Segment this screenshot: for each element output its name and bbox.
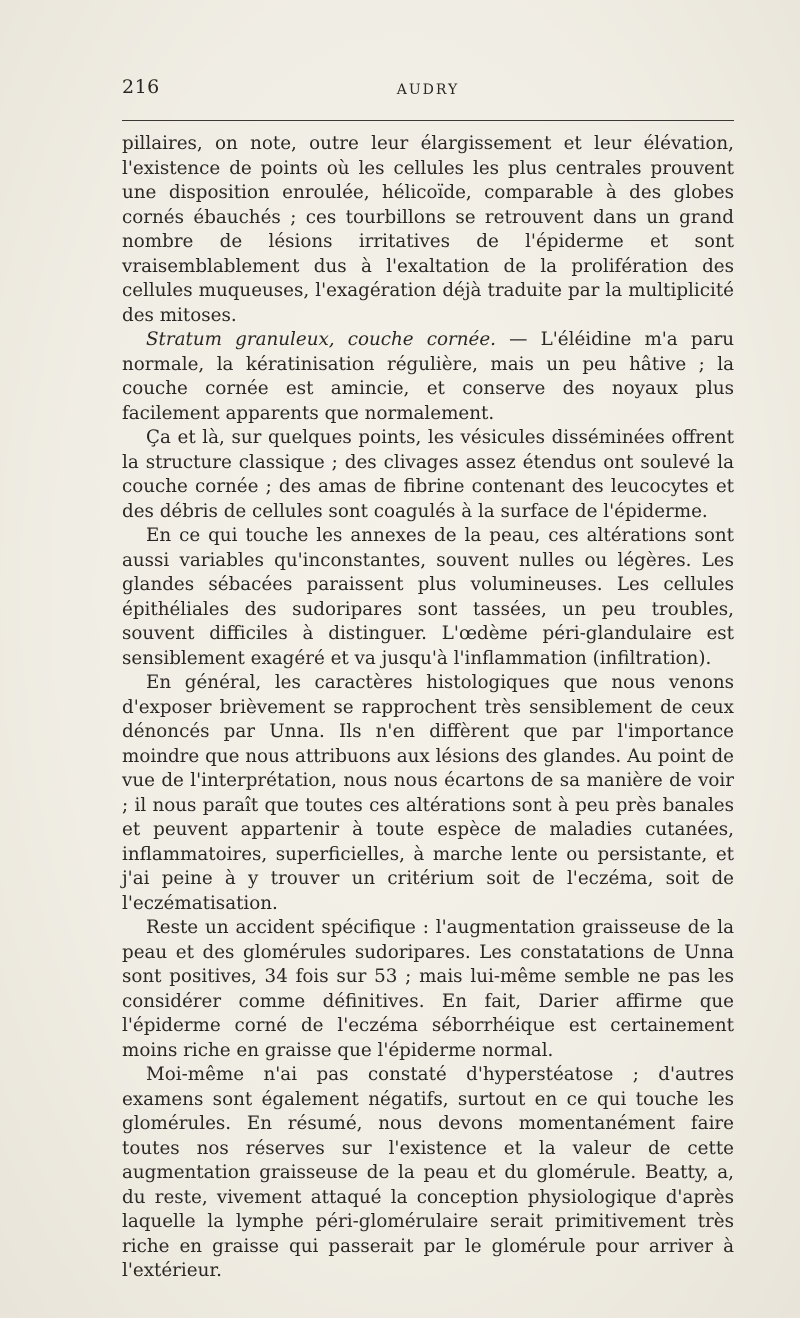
paragraph-5: En général, les caractères histologiques que nous venons d'exposer brièvement se rapprochent très sensiblement de ceux dénoncés par Unna. Ils n'en diffèrent que par l'importance moindre que nous attribuons aux lésions des glandes. Au point de vue de l'interprétation, nous nous écartons de sa manière de voir ; il nous paraît que toutes ces altérations sont à peu près banales et peuvent appartenir à toute espèce de maladies cutanées, inflammatoires, superficielles, à marche lente ou persistante, et j'ai peine à y trouver un critérium soit de l'eczéma, soit de l'eczématisation. [122, 672, 734, 914]
paragraph-7: Moi-même n'ai pas constaté d'hyperstéatose ; d'autres examens sont également négatifs, surtout en ce qui touche les glomérules. En résumé, nous devons momentanément faire toutes nos réserves sur l'existence et la valeur de cette augmentation graisseuse de la peau et du glomérule. Beatty, a, du reste, vivement attaqué la conception physiologique d'après laquelle la lymphe péri-glomérulaire serait primitivement très riche en graisse qui passerait par le glomérule pour arriver à l'extérieur. [122, 1064, 734, 1281]
page-number: 216 [122, 76, 160, 98]
paragraph-6: Reste un accident spécifique : l'augmentation graisseuse de la peau et des glomérules sudoripares. Les constatations de Unna sont positives, 34 fois sur 53 ; mais lui-même semble ne pas les considérer comme définitives. En fait, Darier affirme que l'épiderme corné de l'eczéma séborrhéique est certainement moins riche en graisse que l'épiderme normal. [122, 917, 734, 1061]
running-head: AUDRY [396, 82, 460, 98]
body-text [122, 132, 734, 1284]
paragraph-2-title: Stratum granuleux, couche cornée. [146, 329, 496, 350]
paragraph-2-text: — L'éléidine m'a paru normale, la kératinisation régulière, mais un peu hâtive ; la couche cornée est amincie, et conserve des noyaux plus facilement apparents que normalement. [122, 329, 734, 424]
header-rule [122, 120, 734, 121]
paragraph-2 [122, 328, 734, 426]
page-header [122, 76, 734, 102]
paragraph-3: Ça et là, sur quelques points, les vésicules disséminées offrent la structure classique ; des clivages assez étendus ont soulevé la couche cornée ; des amas de fibrine contenant des leucocytes et des débris de cellules sont coagulés à la surface de l'épiderme. [122, 427, 734, 522]
paragraph-4: En ce qui touche les annexes de la peau, ces altérations sont aussi variables qu'inconstantes, souvent nulles ou légères. Les glandes sébacées paraissent plus volumineuses. Les cellules épithéliales des sudoripares sont tassées, un peu troubles, souvent difficiles à distinguer. L'œdème péri-glandulaire est sensiblement exagéré et va jusqu'à l'inflammation (infiltration). [122, 525, 734, 669]
paragraph-1: pillaires, on note, outre leur élargissement et leur élévation, l'existence de points où les cellules les plus centrales prouvent une disposition enroulée, hélicoïde, comparable à des globes cornés ébauchés ; ces tourbillons se retrouvent dans un grand nombre de lésions irritatives de l'épiderme et sont vraisemblablement dus à l'exaltation de la prolifération des cellules muqueuses, l'exagération déjà traduite par la multiplicité des mitoses. [122, 133, 734, 326]
